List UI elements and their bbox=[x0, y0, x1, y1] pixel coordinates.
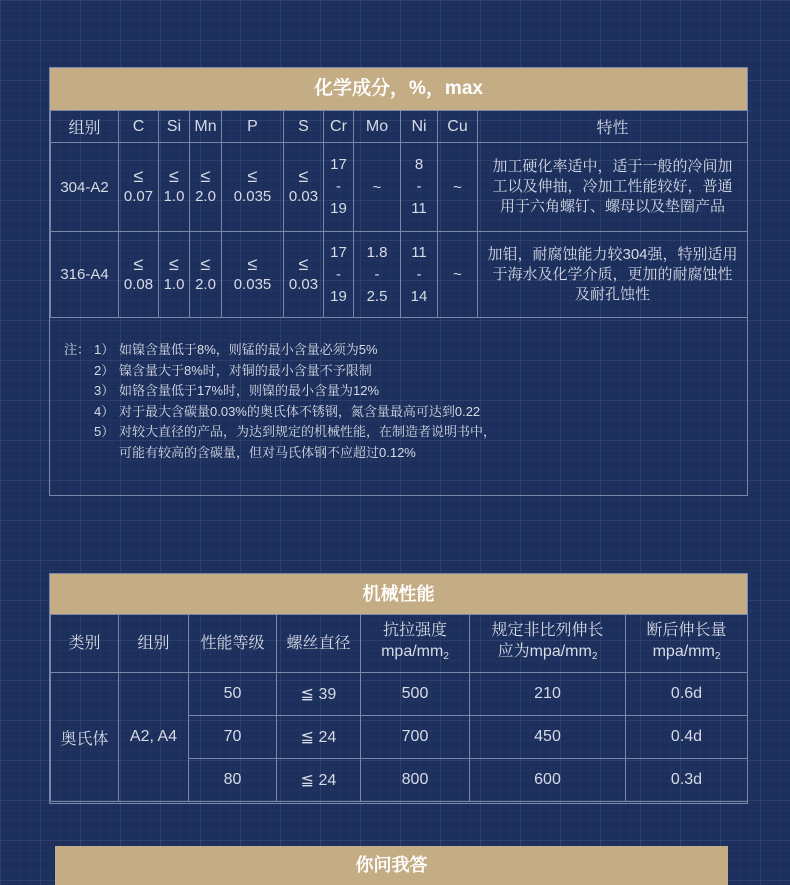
header-diameter: 螺丝直径 bbox=[277, 615, 361, 673]
header-tensile-unit: mpa/mm bbox=[381, 643, 444, 660]
header-s: S bbox=[284, 111, 324, 143]
le-symbol: ≤ bbox=[247, 253, 258, 274]
le-symbol: ≤ bbox=[298, 166, 309, 186]
header-tensile bbox=[361, 615, 470, 673]
value-s: 0.03 bbox=[288, 188, 319, 205]
cell-tensile: 700 bbox=[361, 716, 470, 759]
qa-title-banner: 你问我答 bbox=[55, 846, 728, 885]
value-si: 1.0 bbox=[163, 188, 185, 205]
note-text: 对于最大含碳量0.03%的奥氏体不锈钢，氮含量最高可达到0.22 bbox=[119, 403, 481, 419]
header-elongation bbox=[626, 615, 748, 673]
header-mn: Mn bbox=[190, 111, 222, 143]
header-yield bbox=[470, 615, 626, 673]
row-description: 加钼，耐腐蚀能力较304强，特别适用于海水及化学介质，更加的耐腐蚀性及耐孔蚀性 bbox=[478, 232, 748, 318]
notes-section bbox=[50, 318, 747, 463]
cell-category: 奥氏体 bbox=[51, 673, 119, 802]
header-ni: Ni bbox=[401, 111, 438, 143]
cell-group: A2, A4 bbox=[119, 673, 189, 802]
mechanical-properties-title: 机械性能 bbox=[50, 574, 747, 614]
header-yield-line1: 规定非比列伸长 bbox=[491, 622, 604, 639]
range-dash: - bbox=[416, 265, 422, 283]
value-cr-max: 19 bbox=[330, 200, 347, 217]
header-grade: 性能等级 bbox=[189, 615, 277, 673]
range-dash: - bbox=[374, 265, 380, 283]
value-mo-min: 1.8 bbox=[366, 243, 388, 261]
range-dash: - bbox=[336, 178, 341, 195]
note-number: 5） bbox=[94, 424, 115, 439]
value-ni-max: 14 bbox=[410, 287, 428, 305]
value-c: 0.08 bbox=[123, 275, 154, 293]
value-cr-max: 19 bbox=[330, 287, 347, 305]
value-mn: 2.0 bbox=[195, 188, 216, 205]
value-cr-min: 17 bbox=[330, 156, 347, 173]
row-group: 316-A4 bbox=[51, 232, 119, 318]
note-number: 4） bbox=[94, 403, 115, 419]
header-group: 组别 bbox=[51, 111, 119, 143]
unit-exponent: 2 bbox=[591, 651, 598, 662]
cell-diameter: ≦ 39 bbox=[277, 673, 361, 716]
le-symbol: ≤ bbox=[298, 253, 309, 274]
le-symbol: ≤ bbox=[169, 166, 179, 186]
note-item bbox=[64, 443, 747, 464]
note-number: 2） bbox=[94, 362, 115, 378]
value-mo-max: 2.5 bbox=[366, 287, 388, 305]
note-item bbox=[64, 340, 747, 361]
range-dash: - bbox=[336, 265, 341, 283]
header-group: 组别 bbox=[119, 615, 189, 673]
header-properties: 特性 bbox=[478, 111, 748, 143]
header-tensile-line1: 抗拉强度 bbox=[382, 622, 447, 639]
note-number bbox=[94, 443, 119, 464]
unit-exponent: 2 bbox=[714, 651, 721, 662]
chemical-composition-panel bbox=[49, 67, 748, 496]
le-symbol: ≤ bbox=[133, 253, 144, 274]
mech-header-row bbox=[51, 615, 748, 673]
le-symbol: ≤ bbox=[133, 166, 144, 186]
cell-grade: 70 bbox=[189, 716, 277, 759]
value-si: 1.0 bbox=[163, 275, 185, 293]
cell-yield: 450 bbox=[470, 716, 626, 759]
header-cr: Cr bbox=[324, 111, 354, 143]
value-p: 0.035 bbox=[233, 188, 272, 205]
cell-elongation: 0.6d bbox=[626, 673, 748, 716]
cell-elongation: 0.4d bbox=[626, 716, 748, 759]
header-yield-unit: 应为mpa/mm bbox=[497, 643, 592, 660]
range-dash: - bbox=[416, 178, 422, 195]
cell-grade: 50 bbox=[189, 673, 277, 716]
note-text: 如铬含量低于17%时，则镍的最小含量为12% bbox=[119, 383, 380, 398]
mechanical-properties-panel bbox=[49, 573, 748, 804]
row-description: 加工硬化率适中，适于一般的冷间加工以及伸抽，冷加工性能较好，普通用于六角螺钉、螺母以及垫圈产品 bbox=[478, 143, 748, 232]
cell-grade: 80 bbox=[189, 759, 277, 802]
value-ni-min: 11 bbox=[411, 243, 427, 261]
header-elongation-line1: 断后伸长量 bbox=[646, 622, 727, 639]
notes-prefix: 注： bbox=[64, 342, 91, 357]
value-cu: ~ bbox=[438, 232, 478, 318]
note-text: 镍含量大于8%时，对铜的最小含量不予限制 bbox=[119, 362, 372, 378]
note-item bbox=[64, 361, 747, 382]
value-s: 0.03 bbox=[288, 275, 319, 293]
chem-header-row bbox=[51, 111, 748, 143]
table-row bbox=[51, 232, 748, 318]
cell-yield: 600 bbox=[470, 759, 626, 802]
cell-elongation: 0.3d bbox=[626, 759, 748, 802]
cell-tensile: 800 bbox=[361, 759, 470, 802]
value-mo: ~ bbox=[354, 143, 401, 232]
unit-exponent: 2 bbox=[443, 651, 449, 662]
le-symbol: ≤ bbox=[247, 166, 258, 186]
note-item bbox=[64, 402, 747, 423]
header-mo: Mo bbox=[354, 111, 401, 143]
note-item bbox=[64, 381, 747, 402]
header-p: P bbox=[222, 111, 284, 143]
value-p: 0.035 bbox=[233, 275, 272, 293]
cell-diameter: ≦ 24 bbox=[277, 716, 361, 759]
le-symbol: ≤ bbox=[169, 253, 179, 274]
chemical-composition-title: 化学成分，%，max bbox=[50, 68, 747, 110]
table-row bbox=[51, 673, 748, 716]
chemical-composition-table bbox=[50, 110, 748, 318]
cell-yield: 210 bbox=[470, 673, 626, 716]
value-mn: 2.0 bbox=[195, 275, 216, 293]
le-symbol: ≤ bbox=[200, 166, 211, 186]
note-text: 对较大直径的产品，为达到规定的机械性能，在制造者说明书中， bbox=[119, 424, 497, 439]
header-si: Si bbox=[159, 111, 190, 143]
le-symbol: ≤ bbox=[200, 253, 211, 274]
header-c: C bbox=[119, 111, 159, 143]
value-cr-min: 17 bbox=[330, 243, 347, 261]
cell-tensile: 500 bbox=[361, 673, 470, 716]
table-row bbox=[51, 143, 748, 232]
note-number: 3） bbox=[94, 383, 115, 398]
note-text: 可能有较高的含碳量，但对马氏体钢不应超过0.12% bbox=[119, 444, 416, 460]
value-cu: ~ bbox=[438, 143, 478, 232]
header-category: 类别 bbox=[51, 615, 119, 673]
value-ni-min: 8 bbox=[414, 156, 424, 173]
mechanical-properties-table bbox=[50, 614, 748, 802]
header-elongation-unit: mpa/mm bbox=[652, 643, 715, 660]
header-cu: Cu bbox=[438, 111, 478, 143]
note-item bbox=[64, 422, 747, 443]
row-group: 304-A2 bbox=[51, 143, 119, 232]
value-c: 0.07 bbox=[123, 188, 154, 205]
value-ni-max: 11 bbox=[411, 200, 427, 217]
cell-diameter: ≦ 24 bbox=[277, 759, 361, 802]
note-number: 1） bbox=[94, 342, 115, 357]
note-text: 如镍含量低于8%，则锰的最小含量必须为5% bbox=[119, 342, 378, 357]
